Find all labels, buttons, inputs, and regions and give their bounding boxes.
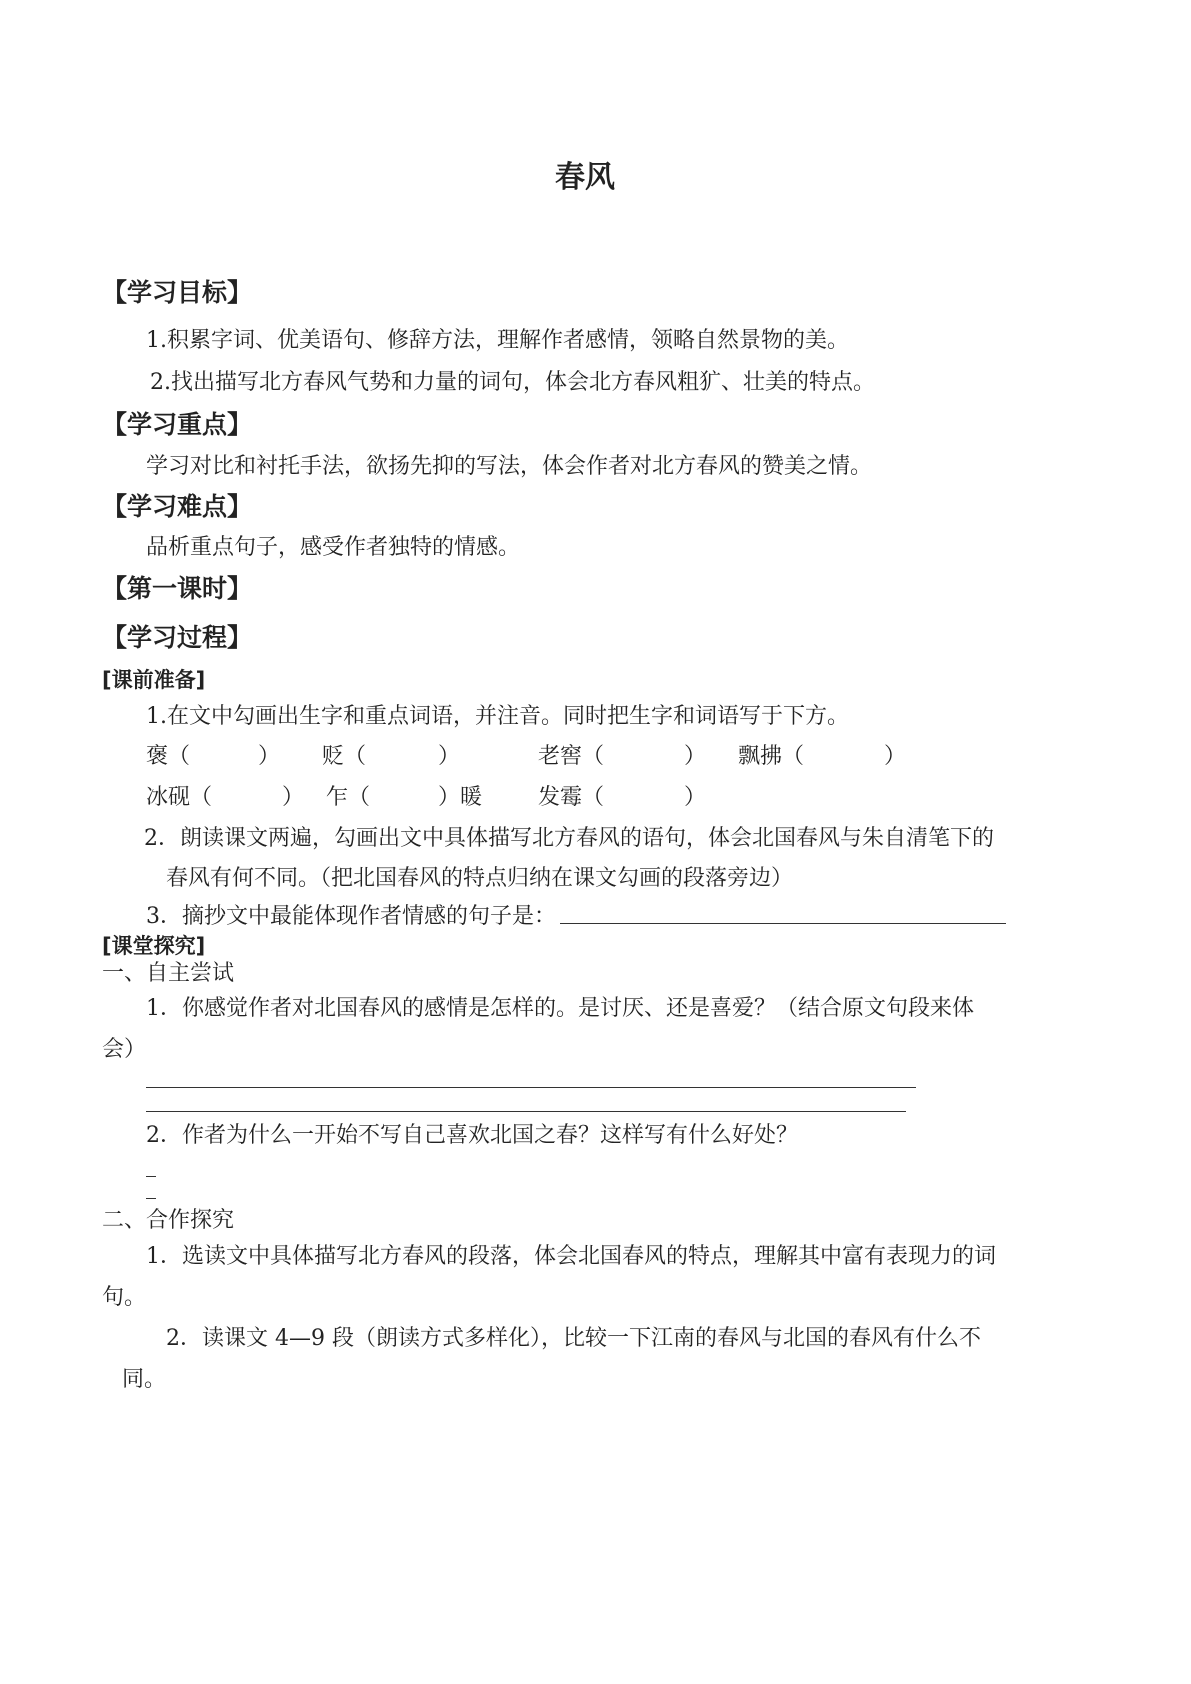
c1-line-2: 句。 (102, 1285, 147, 1310)
objective-2: 2.找出描写北方春风气势和力量的词句，体会北方春风粗犷、壮美的特点。 (150, 370, 875, 395)
q2-text: 2．作者为什么一开始不写自己喜欢北国之春？这样写有什么好处？ (146, 1123, 798, 1148)
classroom-heading: [课堂探究] (102, 934, 206, 958)
word-piaofu-close: ） (884, 744, 907, 769)
answer-line-q1-b (146, 1111, 906, 1112)
part-2-heading: 二、合作探究 (102, 1208, 235, 1233)
answer-line-q1-a (146, 1087, 916, 1088)
prep-item-2-line-2: 春风有何不同。（把北国春风的特点归纳在课文勾画的段落旁边） (166, 866, 794, 891)
part-1-heading: 一、自主尝试 (102, 961, 235, 986)
page-title: 春风 (555, 160, 615, 195)
c2-line-2: 同。 (122, 1367, 167, 1392)
answer-mark-q2-b (146, 1198, 156, 1199)
c1-line-1: 1．选读文中具体描写北方春风的段落，体会北国春风的特点，理解其中富有表现力的词 (146, 1244, 996, 1269)
word-piaofu: 飘拂（ (738, 744, 805, 769)
word-bingyan-close: ） (282, 785, 305, 810)
prep-item-3: 3．摘抄文中最能体现作者情感的句子是： (146, 904, 556, 929)
word-bian: 贬（ (322, 744, 367, 769)
word-laojiao-close: ） (684, 744, 707, 769)
word-bao-close: ） (258, 744, 281, 769)
process-heading: 【学习过程】 (102, 623, 253, 652)
prep-heading: [课前准备] (102, 668, 206, 692)
objective-1: 1.积累字词、优美语句、修辞方法，理解作者感情，领略自然景物的美。 (146, 328, 849, 353)
lesson-heading: 【第一课时】 (102, 574, 253, 603)
key-points-text: 学习对比和衬托手法，欲扬先抑的写法，体会作者对北方春风的赞美之情。 (146, 454, 873, 479)
q1-line-1: 1．你感觉作者对北国春风的感情是怎样的。是讨厌、还是喜爱？（结合原文句段来体 (146, 996, 974, 1021)
key-points-heading: 【学习重点】 (102, 410, 253, 439)
answer-line-sentence (560, 923, 1006, 924)
c2-line-1: 2．读课文 4—9 段（朗读方式多样化），比较一下江南的春风与北国的春风有什么不 (166, 1326, 981, 1351)
word-laojiao: 老窖（ (538, 744, 605, 769)
word-zha-close: ）暖 (438, 785, 483, 810)
prep-item-1: 1.在文中勾画出生字和重点词语，并注音。同时把生字和词语写于下方。 (146, 704, 849, 729)
q1-line-2: 会） (102, 1037, 147, 1062)
word-bian-close: ） (438, 744, 461, 769)
word-bingyan: 冰砚（ (146, 785, 213, 810)
difficulties-heading: 【学习难点】 (102, 492, 253, 521)
word-famei-close: ） (684, 785, 707, 810)
answer-mark-q2-a (146, 1176, 156, 1177)
objectives-heading: 【学习目标】 (102, 278, 253, 307)
prep-item-2-line-1: 2．朗读课文两遍，勾画出文中具体描写北方春风的语句，体会北国春风与朱自清笔下的 (144, 826, 994, 851)
word-bao: 褒（ (146, 744, 191, 769)
word-famei: 发霉（ (538, 785, 605, 810)
word-zha: 乍（ (326, 785, 371, 810)
difficulties-text: 品析重点句子，感受作者独特的情感。 (146, 535, 521, 560)
